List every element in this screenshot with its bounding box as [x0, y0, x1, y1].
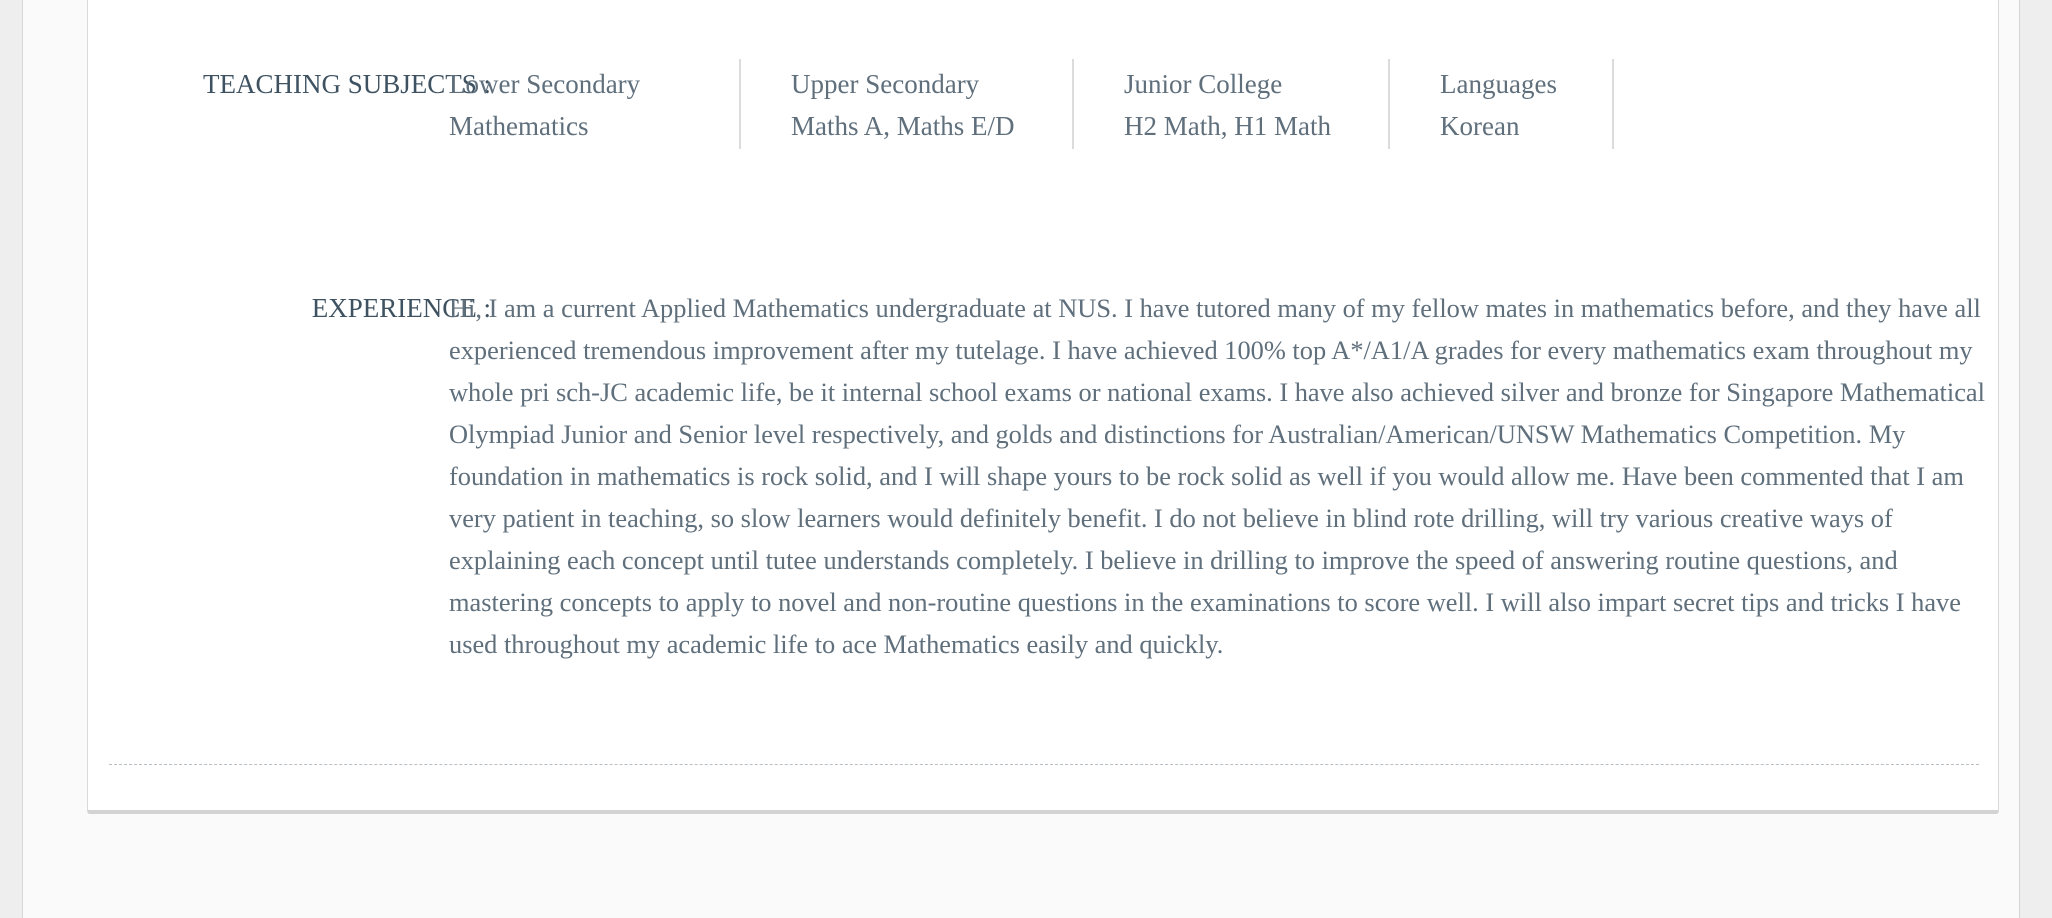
teaching-subjects-label: TEACHING SUBJECTS :	[202, 69, 491, 99]
section-divider	[109, 764, 1979, 765]
subject-level: Languages	[1440, 69, 1557, 99]
subject-names: H2 Math, H1 Math	[1124, 111, 1331, 141]
subject-group-lower-secondary	[449, 59, 741, 149]
subject-level: Lower Secondary	[449, 69, 641, 99]
subject-group-junior-college	[1074, 59, 1390, 149]
subject-group-languages	[1390, 59, 1614, 149]
subject-level: Junior College	[1124, 69, 1283, 99]
experience-label: EXPERIENCE :	[311, 293, 491, 323]
teaching-subjects-list	[449, 59, 1614, 149]
subject-names: Maths A, Maths E/D	[791, 111, 1015, 141]
subject-level: Upper Secondary	[791, 69, 980, 99]
page-background	[22, 0, 2020, 918]
tutor-profile-card	[87, 0, 1999, 814]
subject-names: Korean	[1440, 111, 1520, 141]
subject-group-upper-secondary	[741, 59, 1074, 149]
experience-description: Hi, I am a current Applied Mathematics undergraduate at NUS. I have tutored many of my fellow mates in mathematics before, and they have all experienced tremendous improvement after my tutelage. I have achieved 100% top A*/A1/A grades for every mathematics exam throughout my whole pri sch-JC academic life, be it internal school exams or national exams. I have also achieved silver and bronze for Singapore Mathematical Olympiad Junior and Senior level respectively, and golds and distinctions for Australian/American/UNSW Mathematics Competition. My foundation in mathematics is rock solid, and I will shape yours to be rock solid as well if you would allow me. Have been commented that I am very patient in teaching, so slow learners would definitely benefit. I do not believe in blind rote drilling, will try various creative ways of explaining each concept until tutee understands completely. I believe in drilling to improve the speed of answering routine questions, and mastering concepts to apply to novel and non-routine questions in the examinations to score well. I will also impart secret tips and tricks I have used throughout my academic life to ace Mathematics easily and quickly.	[449, 293, 1985, 659]
subject-names: Mathematics	[449, 111, 589, 141]
